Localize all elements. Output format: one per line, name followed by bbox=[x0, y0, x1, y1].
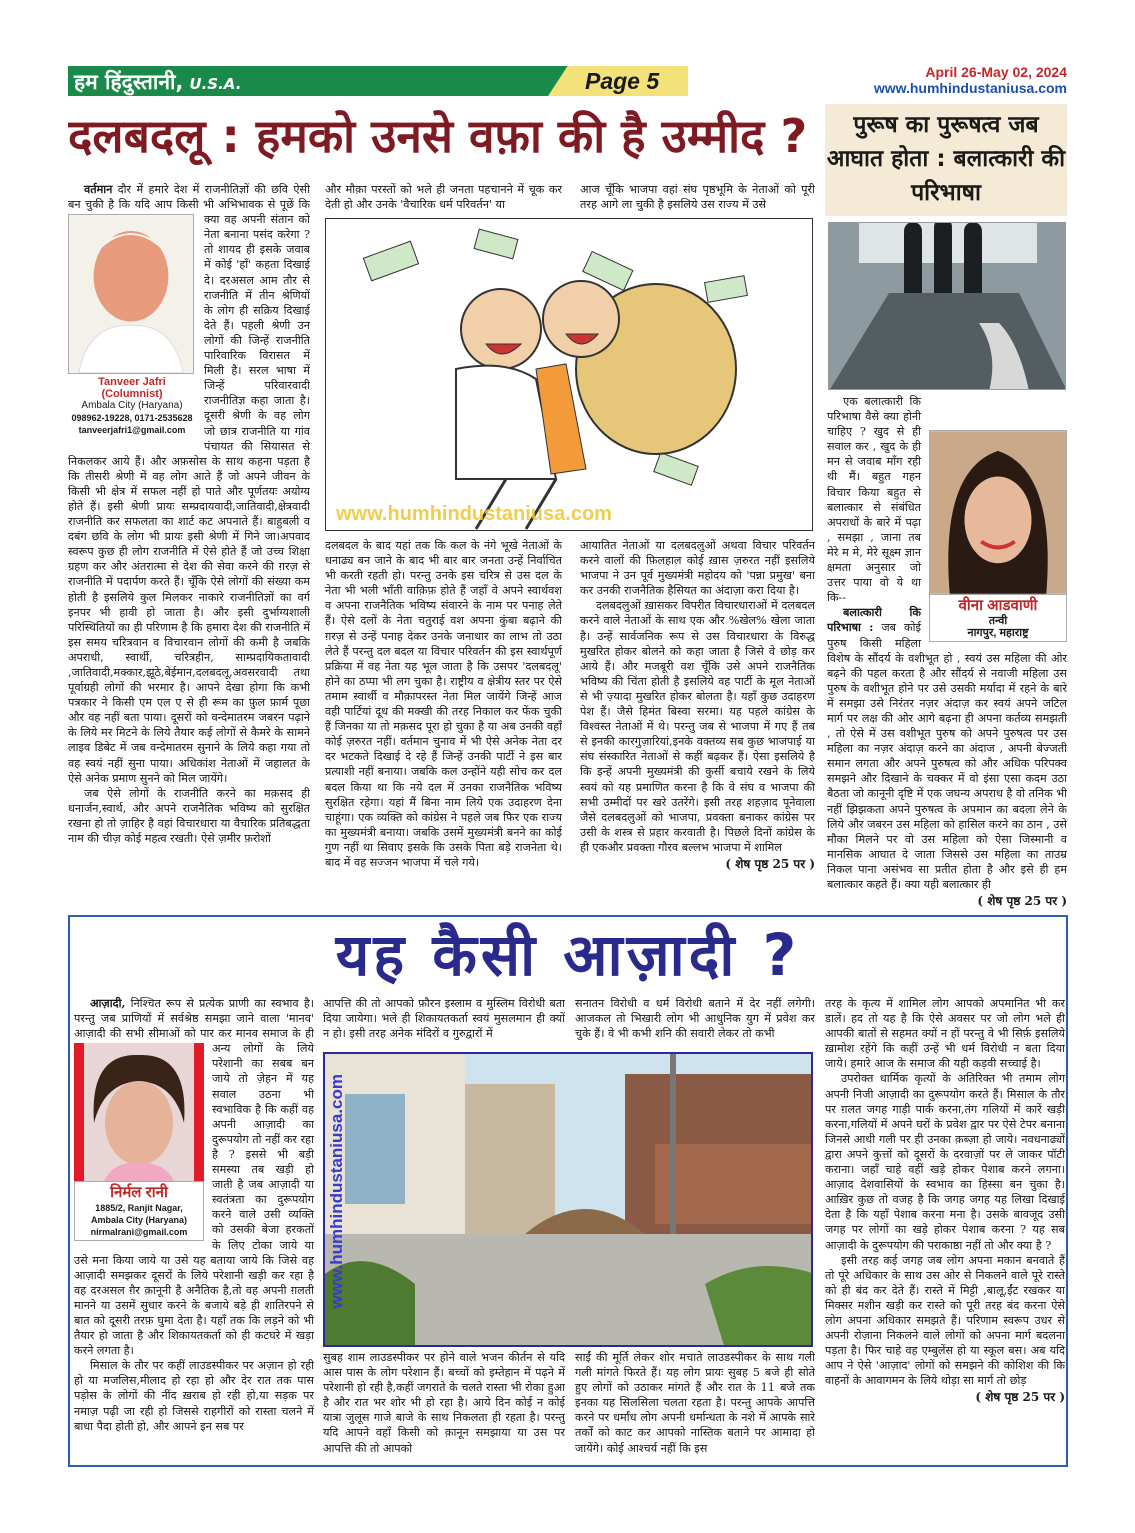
sidebar-illustration bbox=[828, 222, 1066, 390]
continued-note[interactable]: ( शेष पृष्ठ 25 पर ) bbox=[725, 856, 815, 871]
continued-note[interactable]: ( शेष पृष्ठ 25 पर ) bbox=[975, 1390, 1065, 1405]
author-photo bbox=[68, 214, 194, 374]
website-link[interactable]: www.humhindustaniusa.com bbox=[873, 80, 1067, 96]
article2-column-1 bbox=[74, 996, 314, 1462]
article2-column-2: सुबह शाम लाउडस्पीकर पर होने वाले भजन कीर्तन से यदि आस पास के लोग परेशान हैं। बच्चों को इम्तेहान में पढ़ने में परेशानी हो रही है,कहीं जगराते के चलते रास्ता भी रोका हुआ है और रात भर शोर भी हो रहा है। आये दिन कोई न कोई यात्रा जुलूस गाजे बाजे के साथ निकलता ही रहता है। परन्तु यदि आपने वहाँ किसी को क़ानून समझाया या उस पर आपत्ति की तो आपको bbox=[323, 1351, 565, 1455]
continued-note[interactable]: ( शेष पृष्ठ 25 पर ) bbox=[977, 894, 1067, 909]
author-city: Ambala City (Haryana) bbox=[81, 400, 183, 412]
paragraph-text: जब ऐसे लोगों के राजनीति करने का मक़सद ही धनार्जन,स्वार्थ, और अपने राजनैतिक भविष्य को सुरक्षित रखना हो तो ज़ाहिर है वहां विचारधारा या वैचारिक प्रतिबद्धता नाम की चीज़ कोई महत्व रखती। ऐसे ज़मीर फ़रोशों bbox=[68, 786, 310, 846]
author-email[interactable]: nirmalrani@gmail.com bbox=[90, 1227, 188, 1238]
issue-date: April 26-May 02, 2024 bbox=[925, 64, 1067, 80]
article1-column-2 bbox=[325, 538, 562, 908]
shadow-figures-image bbox=[829, 223, 1066, 390]
paragraph-text: उपरोक्त धार्मिक कृत्यों के अतिरिक्त भी तमाम लोग अपनी निजी आज़ादी का दुरूपयोग करते हैं। मिसाल के तौर पर ग़लत जगह गाड़ी पार्क करना,तंग गलियों में कारें खड़ी करना,गलियों में अपने घरों के प्रवेश द्वार पर ऐसे टेपर बनाना जिनसे आधी गली पर ही उनका क़ब्ज़ा हो जाये। नवधनाढ्यों द्वारा अपने कुत्तों को दूसरों के दरवाज़ों पर ले जाकर पॉटी कराना। जहाँ चाहे वहीं खड़े होकर पेशाब करने लगना। आज़ाद देशवासियों के स्वभाव का हिस्सा बन चुका है। आख़िर कुछ तो वजह है कि जगह जगह यह लिखा दिखाई देता है कि यहाँ पेशाब करना मना है। उसके बावजूद उसी जगह पर लोगों का खड़े होकर पेशाब करना ? यह सब आज़ादी के दुरूपयोग की पराकाष्ठा नहीं तो और क्या है ? bbox=[825, 1072, 1065, 1252]
author-alias: तन्वी bbox=[988, 615, 1008, 627]
political-cartoon bbox=[325, 218, 813, 531]
paragraph-text: तरह के कृत्य में शामिल लोग आपको अपमानित भी कर डालें। हद तो यह है कि ऐसे अवसर पर जो लोग भले ही आपकी बातों से सहमत क्यों न हों परन्तु वे भी सिर्फ़ इसलिये ख़ामोश रहेंगे कि कहीं उन्हें भी धर्म विरोधी न बता दिया जाये। हमारे आज के समाज की यही कड़वी सच्चाई है। bbox=[825, 997, 1065, 1071]
author-name: Tanveer Jafri (Columnist) bbox=[98, 376, 166, 401]
author-city: Ambala City (Haryana) bbox=[90, 1215, 188, 1226]
paragraph-text: इसी तरह कई जगह जब लोग अपना मकान बनवाते हैं तो पूरे अधिकार के साथ उस ओर से निकलने वाले पूरे रास्ते को ही बंद कर देते हैं। रास्ते में मिट्टी ,बालू,ईंट रखकर या मिक्सर मशीन खड़ी कर रास्ते को पूरी तरह बंद करना ऐसे लोग अपना अधिकार समझते हैं। परिणाम स्वरूप उधर से अपनी रोज़ाना निकलने वाले लोगों को अपना मार्ग बदलना पड़ता है। फिर चाहे वह एम्बुलेंस हो या स्कूल बस। अब यदि आप ने ऐसे 'आज़ाद' लोगों को समझने की कोशिश की कि वाहनों के आवागमन के लिये थोड़ा सा मार्ग तो छोड़ bbox=[825, 1253, 1065, 1388]
brand-suffix: U.S.A. bbox=[189, 75, 242, 93]
author-name: वीना आडवाणी bbox=[958, 597, 1038, 614]
brand-name bbox=[74, 68, 241, 96]
paragraph-text: से पूछें कि क्या वह अपनी संतान को नेता बनाना पसंद करेगा ? तो शायद ही इसके जवाब में कोई 'हाँ' कहता दिखाई दे। दरअसल आम तौर से राजनीति में तीन श्रेणियों के लोग ही सक्रिय दिखाई देते हैं। पहली श्रेणी उन लोगों की जिन्हें राजनीति पारिवारिक विरासत में मिली है। सरल भाषा में जिन्हें परिवारवादी राजनीतिज्ञ कहा जाता है। दूसरी श्रेणी के वह लोग जो छात्र राजनीति या गांव पंचायत की सियासत से निकलकर आये हैं। और अफ़सोस के साथ कहना पड़ता है कि तीसरी श्रेणी में वह लोग आते हैं जो अपने जीवन के किसी भी क्षेत्र में सफल नहीं हो पाते और पूर्णतयः अयोग्य होते हैं। इसी श्रेणी प्रायः सम्प्रदायवादी,जातिवादी,क्षेत्रवादी राजनीति कर सफलता का शार्ट कट अपनाते हैं। बाहुबली व दबंग छवि के लोग भी प्रायः इसी श्रेणी में गिने जा।अपवाद स्वरूप कुछ ही लोग राजनीति में ऐसे होते हैं जो उच्च शिक्षा ग्रहण कर और अंतरात्मा से देश की सेवा करने की ग़रज़ से राजनीति में पदार्पण करते हैं। चूँकि ऐसे लोगों की संख्या कम होती है इसलिये कुल मिलकर नाकारे राजनीतिज्ञों का वर्ग इनपर भी हावी हो जाता है। और इसी दुर्भाग्यशाली परिस्थितियों का ही परिणाम है कि हमारा देश की राजनीति में इस समय चरित्रवान व विचारवान लोगों की कमी है जबकि अपराधी, स्वार्थी, चरित्रहीन, साम्प्रदायिकतावादी ,जातिवादी,मक्कार,झूठे,बेईमान,दलबदलू,अवसरवादी तथा पूर्वाग्रही लोगों की भरमार है। आपने देखा होगा कि कभी पत्रकार ने किसी एम एल ए से ही रूम का फ़ुल फ़ार्म पूछा और वह नहीं बता पाया। दूसरों को वन्देमातरम जबरन पढ़ाने के लिये मर मिटने के लिये तैयार कई लोगों से कैमरे के सामने लाइव डिबेट में जब वन्देमातरम सुनाने के लिये कहा गया तो वह स्वयं नहीं सुना पाया। अधिकांश नेताओं में जहालत के ऐसे अनेक प्रमाण सुनने को मिल जायेंगे। bbox=[68, 198, 310, 785]
paragraph-text: दलबदल के बाद यहां तक कि कल के नंगे भूखे नेताओं के धनाढ्य बन जाने के बाद भी बार बार जनता उन्हें निर्वाचित भी करती रहती हो। परन्तु उनके इस चरित्र से उस दल के नेता भी भली भाँती वाक़िफ़ होते हैं जहाँ वे अपने स्वार्थवश व अपना राजनैतिक भविष्य संवारने के नाम पर पनाह लेते हैं। ऐसे दलों के नेता चतुराई वश अपना कुंबा बढ़ाने की ग़रज़ से उन्हें पनाह देकर उनके जनाधार का लाभ तो उठा लेते हैं परन्तु दल बदल या विचार परिवर्तन की इस स्वार्थपूर्ण प्रक्रिया में वह नेता यह भूल जाता है कि उसपर 'दलबदलू' होने का ठप्पा भी लग चुका है। राष्ट्रीय व क्षेत्रीय स्तर पर ऐसे तमाम स्वार्थी व मौक़ापरस्त नेता मिल जायेंगे जिन्हें आज वही पार्टियां दूध की मक्खी की तरह निकाल कर फेंक चुकी हैं जिनका या तो मक़सद पूरा हो चुका है या अब उनकी वहाँ कोई ज़रुरत नहीं। वर्तमान चुनाव में भी ऐसे अनेक नेता दर दर भटकते दिखाई दे रहे हैं जिन्हें उनकी पार्टी ने इस बार प्रत्याशी नहीं बनाया। जबकि कल उन्होंने यही सोच कर दल बदल किया था कि नये दल में उनका राजनैतिक भविष्य सुरक्षित रहेगा। यहां मैं बिना नाम लिये एक उदाहरण देना चाहूंगा। एक व्यक्ति को कांग्रेस ने पहले जब फिर एक राज्य का मुख्यमंत्री बनाया। जबकि उसमें मुख्यमंत्री बनने का कोई गुण नहीं था सिवाए इसके कि उसके पिता बड़े राजनेता थे। बाद में वह सज्जन भाजपा में चले गये। bbox=[325, 539, 562, 869]
paragraph-text: आयातित नेताओं या दलबदलुओं अथवा विचार परिवर्तन करने वालों की फ़िलहाल कोई ख़ास ज़रुरत नहीं इसलिये भाजपा ने उन पूर्व मुख्यमंत्री महोदय को 'पन्ना प्रमुख' बना कर उनकी राजनैतिक हैसियत का अंदाज़ा करा दिया है। bbox=[580, 539, 815, 598]
article1-column-3 bbox=[580, 538, 815, 913]
article2-column-2-top: आपत्ति की तो आपको फ़ौरन इस्लाम व मुस्लिम विरोधी बता दिया जायेगा। भले ही शिकायतकर्ता स्वयं मुसलमान ही क्यों न हो। इसी तरह अनेक मंदिरों व गुरुद्वारों में bbox=[323, 997, 565, 1041]
street-photo bbox=[323, 1052, 813, 1347]
author-phone: 098962-19228, 0171-2535628 bbox=[71, 413, 193, 424]
article2-headline: यह कैसी आज़ादी ? bbox=[335, 921, 801, 989]
author-photo bbox=[74, 1043, 204, 1181]
author-box bbox=[929, 396, 1067, 642]
paragraph-text: दौर में हमारे देश में राजनीतिज्ञों की छवि ऐसी बन चुकी है कि यदि आप किसी भी अभिभावक bbox=[68, 183, 310, 212]
lead-word: वर्तमान bbox=[84, 182, 113, 196]
author-box bbox=[74, 1043, 204, 1241]
article1-column-2-top: और मौक़ा परस्तों को भले ही जनता पहचानने में चूक कर देती हो और उनके 'वैचारिक धर्म परिवर्तन' या bbox=[325, 183, 562, 212]
lead-phrase: बलात्कारी कि परिभाषा : bbox=[827, 605, 921, 635]
paragraph-text: एक बलात्कारी कि परिभाषा वैसे क्या होनी चाहिए ? खुद से ही सवाल कर , खुद के ही मन से जवाब माँग रही थी मैं। बहुत गहन विचार किया बहुत से बलात्कार से संबंधित अपराधों के बारे में पढ़ा , समझा , जाना तब मेरे म मे, मेरे सूक्ष्म ज्ञान क्षमता अनुसार जो उत्तर पाया वो ये था कि-- bbox=[827, 395, 921, 605]
photo-watermark: www.humhindustaniusa.com bbox=[327, 1074, 346, 1309]
author-name: निर्मल रानी bbox=[110, 1184, 168, 1202]
author-caption bbox=[929, 595, 1067, 642]
paragraph-text: दलबदलुओं ख़ासकर विपरीत विचारधाराओं में दलबदल करने वाले नेताओं के साथ एक और %खेल% खेला जाता है। उन्हें सार्वजनिक रूप से उस विचारधारा के विरुद्ध मुखरित होकर बोलने को कहा जाता है जिसे वे छोड़ कर आये हैं। और मजबूरी वश चूँकि उसे अपने राजनैतिक भविष्य की चिंता होती है इसलिये वह पार्टी के मूल नेताओं से भी ज़्यादा मुखरित होकर बोलता है। यहाँ कुछ उदाहरण पेश हैं। जैसे हिमंत बिस्वा सरमा। यह पहले कांग्रेस के विश्वस्त नेताओं में थे। परन्तु जब से भाजपा में गए हैं तब से इनकी कारगुज़ारियां,इनके वक्तव्य सब कुछ भाजपाई या संघ संस्कारित नेताओं से कहीं बढ़कर हैं। ऐसा इसलिये है कि इन्हें अपनी मुख्यमंत्री की कुर्सी बचाये रखने के लिये स्वयं को यह प्रमाणित करना है कि वे संघ व भाजपा की सभी उम्मीदों पर खरे उतरेंगे। इसी तरह शहज़ाद पूनेवाला जैसे दलबदलुओं को भाजपा, प्रवक्ता बनाकर कांग्रेस पर उसी के शस्त्र से प्रहार करवाती है। पिछले दिनों कांग्रेस के ही एकऔर प्रवक्ता गौरव बल्लभ भाजपा में शामिल bbox=[580, 599, 815, 854]
article2-column-3-top: सनातन विरोधी व धर्म विरोधी बताने में देर नहीं लगेगी। आजकल तो भिखारी लोग भी आधुनिक युग में प्रवेश कर चुके हैं। वे भी कभी शनि की सवारी लेकर तो कभी bbox=[575, 997, 815, 1041]
article2-column-3: साईं की मूर्ति लेकर शोर मचाते लाउडस्पीकर के साथ गली गली मांगते फिरते हैं। यह लोग प्रायः सुबह 5 बजे ही सोते हुए लोगों को उठाकर मांगते हैं और रात के 11 बजे तक इनका यह सिलसिला चलता रहता है। परन्तु आपके आपत्ति करने पर धर्मांध लोग अपनी धर्मान्धता के नशे में आपके सारे तर्कों को काट कर आपको नास्तिक बताने पर आमादा हो जायेंगे। कोई आश्चर्य नहीं कि इस bbox=[575, 1351, 815, 1455]
cartoon-watermark: www.humhindustaniusa.com bbox=[336, 503, 612, 525]
author-caption bbox=[68, 374, 196, 438]
cartoon-illustration bbox=[326, 219, 813, 531]
sidebar-headline: पुरूष का पुरूषत्व जब आघात होता : बलात्कारी की परिभाषा bbox=[825, 104, 1067, 216]
author-caption bbox=[74, 1181, 204, 1241]
article2-column-4 bbox=[825, 996, 1065, 1464]
paragraph-text: निश्चित रूप से प्रत्येक प्राणी का स्वभाव है। परन्तु जब प्राणियों में सर्वश्रेष्ठ समझा जाने वाला 'मानव' आज़ादी की सभी सीमाओं को पार कर मानव bbox=[74, 997, 314, 1041]
author-email[interactable]: tanveerjafri1@gmail.com bbox=[78, 425, 186, 436]
paragraph-text: समाज के ही अन्य लोगों के लिये परेशानी का सबब बन जाये तो ज़ेहन में यह सवाल उठना भी स्वभाविक है कि कहीं वह अपनी आज़ादी का दुरूपयोग तो नहीं कर रहा है ? इससे भी बड़ी समस्या तब खड़ी हो जाती है जब आज़ादी या स्वतंत्रता का दुरूपयोग करने वाले उसी व्यक्ति को उसकी बेजा हरकतों के लिए टोका जाये या उसे मना किया जाये या उसे यह बताया जाये कि जिसे वह आज़ादी समझकर दूसरों के लिये परेशानी खड़ी कर रहा है वह दरअसल ग़ैर क़ानूनी है अनैतिक है,तो वह अपनी ग़लती मानने या उसमें सुधार करने के बजाये बड़े ही शातिरपने से बात को दूसरी तरफ़ घुमा देता है। यहाँ तक कि लड़ने को भी तैयार हो जाता है और शिकायतकर्ता को ही कटघरे में खड़ा करने लगता है। bbox=[74, 1027, 314, 1358]
lead-word: आज़ादी, bbox=[90, 996, 126, 1010]
paragraph-text: मिसाल के तौर पर कहीं लाउडस्पीकर पर अज़ान हो रही हो या मजलिस,मीलाद हो रहा हो और देर रात तक पास पड़ोस के लोगों की नींद ख़राब हो रही हो,या सड़क पर नमाज़ पढ़ी जा रही हो जिससे राहगीरों को रास्ता चलने में बाधा पैदा होती हो, और आपने इन सब पर bbox=[74, 1359, 314, 1433]
page-number: Page 5 bbox=[585, 68, 660, 94]
article1-column-1 bbox=[68, 182, 310, 908]
paragraph-text: जब कोई पुरुष किसी महिला विशेष के सौंदर्य के वशीभूत हो , स्वयं उस महिला की ओर बढ़ने की पहल करता है और सौंदर्य से नवाजी महिला उस पुरुष के वशीभूत होने पर उसे उसकी मर्यादा में रहने के बारे में समझा उसे निरंतर नज़र अंदाज़ कर स्वयं अपने जटिल मार्ग पर लक्ष की ओर आगे बढ़ना ही अपना कर्तव्य समझती , तो ऐसे में उस वशीभूत पुरुष को अपने पुरुषत्व पर उस महिला का नज़र अंदाज़ करने का अंदाज , अपनी बेज्जती समान लगता और अपने पुरुषत्व को और अधिक परिपक्व समझने और दिखाने के चक्कर में वो इंसा एसा कदम उठा बैठता जो कानूनी दृष्टि में एक जघन्य अपराध है वो तनिक भी नहीं झिझकता अपने पुरुषत्व के अपमान का बदला लेने के लिये और जबरन उस महिला को हासिल करने का ठान , उसे मौका मिलने पर वो उस महिला को ऐसा जिस्मानी व मानसिक आघात दे जाता जिससे उस महिला का ताउम्र निकल पाना असंभव सा प्रतीत होता है और इसे ही हम बलात्कार कहते हैं। क्या यही बलात्कार ही bbox=[827, 621, 1067, 891]
blocked-street-image bbox=[325, 1054, 813, 1347]
article-headline: दलबदलू : हमको उनसे वफ़ा की है उम्मीद ? bbox=[68, 109, 808, 163]
author-photo bbox=[929, 430, 1067, 595]
author-city: नागपुर, महाराष्ट्र bbox=[967, 627, 1029, 639]
author-box bbox=[68, 214, 196, 438]
article1-column-3-top: आज चूँकि भाजपा वहां संघ पृष्ठभूमि के नेताओं को पूरी तरह आगे ला चुकी है इसलिये उस राज्य में उसे bbox=[580, 183, 815, 212]
sidebar-column bbox=[827, 394, 1067, 912]
author-address: 1885/2, Ranjit Nagar, bbox=[95, 1203, 183, 1214]
brand-title: हम हिंदुस्तानी, bbox=[74, 70, 184, 94]
